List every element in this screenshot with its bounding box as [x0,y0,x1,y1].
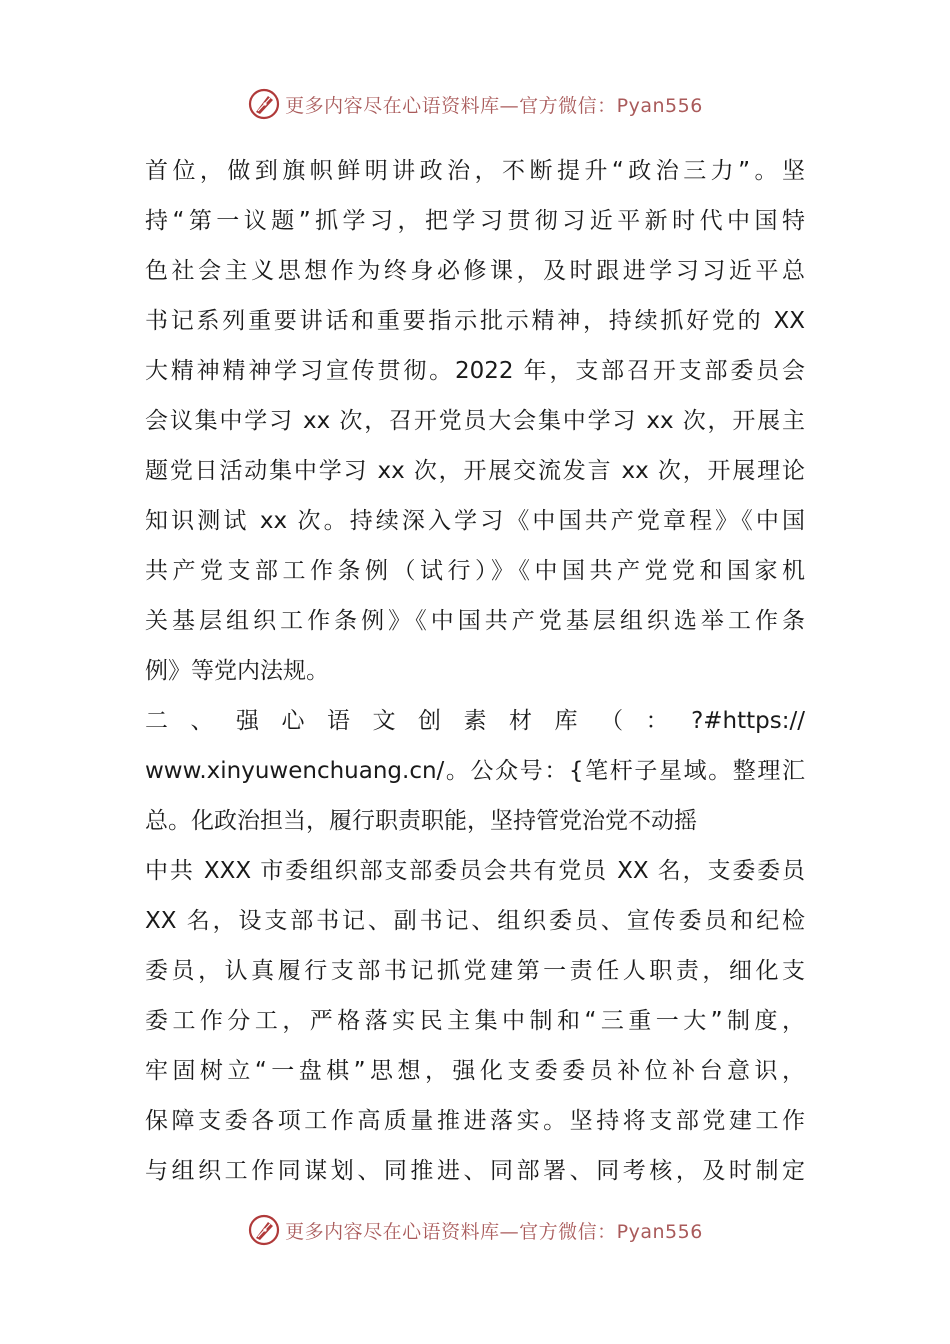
text-line: 委工作分工，严格落实民主集中制和“三重一大”制度， [145,1008,805,1034]
text-line: 题党日活动集中学习 xx 次，开展交流发言 xx 次，开展理论 [145,458,805,484]
text-line: 持“第一议题”抓学习，把学习贯彻习近平新时代中国特 [145,208,805,234]
text-line: 知识测试 xx 次。持续深入学习《中国共产党章程》《中国 [145,508,805,534]
wechat-id: Pyan556 [616,94,703,117]
banner-text: 更多内容尽在心语资料库—官方微信：Pyan556 [285,1220,703,1243]
text-line: 共产党支部工作条例（试行）》《中国共产党党和国家机 [145,558,805,584]
text-line: 大精神精神学习宣传贯彻。2022 年，支部召开支部委员会 [145,358,805,384]
text-line: XX 名，设支部书记、副书记、组织委员、宣传委员和纪检 [145,908,805,934]
document-body [145,146,805,1196]
text-line: 书记系列重要讲话和重要指示批示精神，持续抓好党的 XX [145,308,805,334]
header-banner [0,84,950,124]
text-line: 会议集中学习 xx 次，召开党员大会集中学习 xx 次，开展主 [145,408,805,434]
text-line: 色社会主义思想作为终身必修课，及时跟进学习习近平总 [145,258,805,284]
text-line: www.xinyuwenchuang.cn/。公众号：{笔杆子星域。整理汇 [145,758,805,784]
text-line: 中共 XXX 市委组织部支部委员会共有党员 XX 名，支委委员 [145,858,805,884]
footer-banner [0,1210,950,1250]
section-heading-line: 二 、 强 心 语 文 创 素 材 库 （ ： ?#https:// [145,708,805,734]
text-line: 牢固树立“一盘棋”思想，强化支委委员补位补台意识， [145,1058,805,1084]
text-line: 保障支委各项工作高质量推进落实。坚持将支部党建工作 [145,1108,805,1134]
text-line: 委员，认真履行支部书记抓党建第一责任人职责，细化支 [145,958,805,984]
text-line: 例》等党内法规。 [145,658,329,684]
pen-nib-logo-icon [247,1213,281,1247]
text-line: 首位，做到旗帜鲜明讲政治，不断提升“政治三力”。坚 [145,158,805,184]
text-line: 关基层组织工作条例》《中国共产党基层组织选举工作条 [145,608,805,634]
text-line: 总。化政治担当，履行职责职能，坚持管党治党不动摇 [145,808,697,834]
text-line: 与组织工作同谋划、同推进、同部署、同考核，及时制定 [145,1158,805,1184]
wechat-id: Pyan556 [616,1220,703,1243]
banner-text: 更多内容尽在心语资料库—官方微信：Pyan556 [285,94,703,117]
pen-nib-logo-icon [247,87,281,121]
